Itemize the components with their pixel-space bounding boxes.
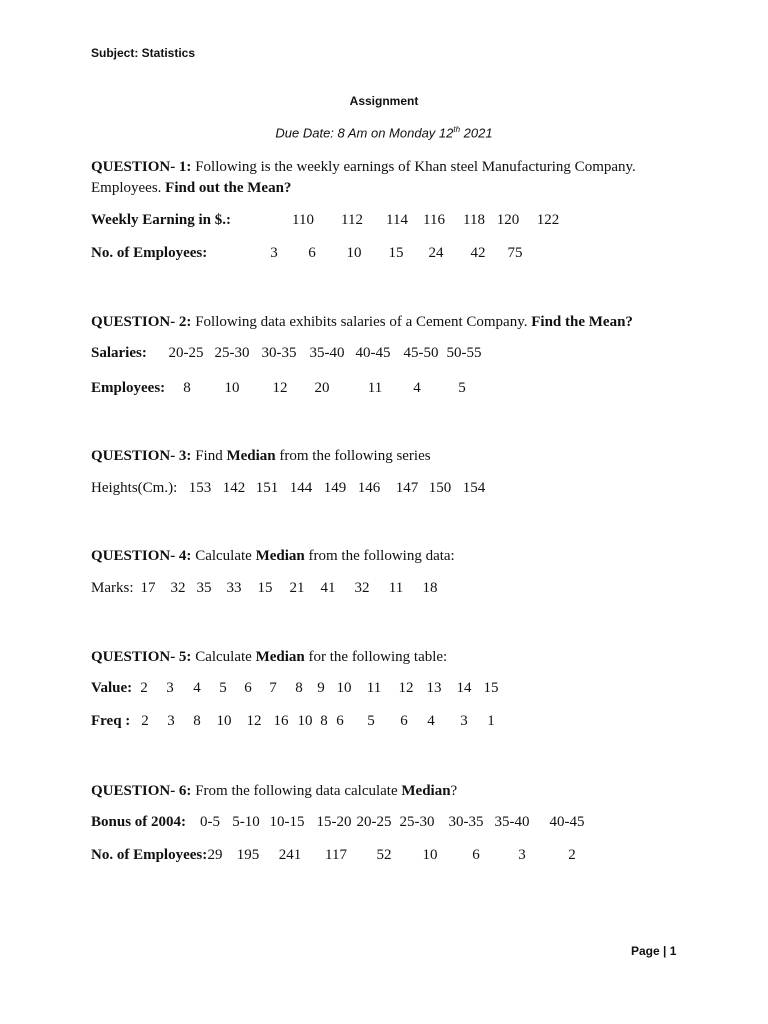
- row-value: 4: [427, 713, 435, 729]
- row-value: 149: [323, 480, 347, 496]
- question-emphasis: Median: [401, 783, 451, 799]
- row-value: 24: [428, 245, 444, 261]
- row-value: 40-45: [549, 814, 585, 830]
- row-value: 15: [483, 680, 499, 696]
- row-value: 10: [297, 713, 313, 729]
- row-value: 17: [140, 580, 156, 596]
- row-value: 8: [320, 713, 328, 729]
- row-value: 146: [357, 480, 381, 496]
- question-4: [91, 546, 455, 567]
- row-value: 21: [289, 580, 305, 596]
- row-value: 35: [196, 580, 212, 596]
- row-value: 6: [336, 713, 344, 729]
- row-value: 6: [244, 680, 252, 696]
- row-value: 10: [336, 680, 352, 696]
- row-value: 114: [386, 212, 408, 228]
- row-value: 150: [428, 480, 452, 496]
- row-value: 11: [367, 380, 383, 396]
- question-text: Calculate: [191, 649, 256, 665]
- page-number: Page | 1: [631, 944, 677, 958]
- row-value: 117: [325, 847, 347, 863]
- row-value: 20-25: [356, 814, 392, 830]
- row-value: 35-40: [494, 814, 530, 830]
- row-label: No. of Employees:: [91, 245, 208, 261]
- row-value: 30-35: [448, 814, 484, 830]
- row-label: No. of Employees:: [91, 847, 208, 863]
- row-value: 12: [246, 713, 262, 729]
- due-date-year: 2021: [460, 125, 493, 141]
- question-6: [91, 781, 457, 802]
- question-text: Find: [191, 448, 227, 464]
- due-date: [0, 125, 768, 140]
- row-value: 144: [289, 480, 313, 496]
- row-value: 147: [395, 480, 419, 496]
- question-emphasis: Median: [255, 649, 305, 665]
- row-value: 116: [423, 212, 445, 228]
- row-value: 122: [536, 212, 560, 228]
- row-value: 16: [273, 713, 289, 729]
- row-value: 14: [456, 680, 472, 696]
- row-value: 42: [470, 245, 486, 261]
- row-value: 10-15: [269, 814, 305, 830]
- row-label: Marks:: [91, 580, 134, 596]
- row-label: Salaries:: [91, 345, 147, 361]
- row-value: 30-35: [261, 345, 297, 361]
- question-text: From the following data calculate: [191, 783, 402, 799]
- question-label: QUESTION- 3:: [91, 448, 192, 464]
- row-value: 25-30: [399, 814, 435, 830]
- row-value: 20: [314, 380, 330, 396]
- question-5: [91, 647, 447, 668]
- question-1: [91, 157, 651, 199]
- row-value: 6: [472, 847, 480, 863]
- question-label: QUESTION- 6:: [91, 783, 192, 799]
- row-value: 151: [255, 480, 279, 496]
- row-value: 13: [426, 680, 442, 696]
- row-value: 8: [193, 713, 201, 729]
- row-label: Bonus of 2004:: [91, 814, 187, 830]
- row-value: 5: [219, 680, 227, 696]
- question-text: Following is the weekly earnings of Khan steel Manufacturing Company. Employees.: [91, 159, 636, 196]
- row-value: 9: [317, 680, 325, 696]
- row-value: 120: [496, 212, 520, 228]
- row-value: 4: [193, 680, 201, 696]
- row-value: 18: [422, 580, 438, 596]
- row-value: 15: [257, 580, 273, 596]
- row-value: 2: [568, 847, 576, 863]
- question-3: [91, 446, 431, 467]
- row-value: 11: [388, 580, 404, 596]
- row-value: 32: [170, 580, 186, 596]
- row-value: 8: [295, 680, 303, 696]
- row-value: 3: [460, 713, 468, 729]
- row-value: 118: [463, 212, 485, 228]
- row-value: 153: [188, 480, 212, 496]
- question-text-end: for the following table:: [304, 649, 448, 665]
- question-emphasis: Median: [255, 548, 305, 564]
- row-value: 50-55: [446, 345, 482, 361]
- row-value: 110: [292, 212, 314, 228]
- question-text: Following data exhibits salaries of a Cement Company.: [191, 314, 532, 330]
- row-value: 10: [216, 713, 232, 729]
- row-value: 1: [487, 713, 495, 729]
- row-value: 2: [141, 713, 149, 729]
- row-value: 10: [224, 380, 240, 396]
- row-value: 41: [320, 580, 336, 596]
- row-value: 241: [278, 847, 302, 863]
- row-value: 11: [366, 680, 382, 696]
- row-value: 29: [207, 847, 223, 863]
- row-value: 3: [518, 847, 526, 863]
- due-date-text: Due Date: 8 Am on Monday 12: [275, 125, 454, 141]
- row-value: 2: [140, 680, 148, 696]
- row-label: Value:: [91, 680, 133, 696]
- row-label: Weekly Earning in $.:: [91, 212, 232, 228]
- row-value: 112: [341, 212, 363, 228]
- row-value: 5: [367, 713, 375, 729]
- question-emphasis: Find the Mean?: [531, 314, 633, 330]
- row-value: 40-45: [355, 345, 391, 361]
- question-emphasis: Find out the Mean?: [165, 180, 292, 196]
- question-emphasis: Median: [226, 448, 276, 464]
- row-value: 12: [398, 680, 414, 696]
- row-value: 8: [183, 380, 191, 396]
- row-value: 195: [236, 847, 260, 863]
- question-2: [91, 312, 633, 333]
- document-title: Assignment: [349, 94, 419, 108]
- row-value: 3: [166, 680, 174, 696]
- due-date-sup: th: [453, 125, 461, 134]
- row-label: Freq :: [91, 713, 131, 729]
- question-label: QUESTION- 1:: [91, 159, 192, 175]
- row-value: 142: [222, 480, 246, 496]
- question-text-end: from the following series: [275, 448, 431, 464]
- row-value: 3: [270, 245, 278, 261]
- question-label: QUESTION- 2:: [91, 314, 192, 330]
- row-value: 10: [346, 245, 362, 261]
- row-value: 12: [272, 380, 288, 396]
- row-label: Employees:: [91, 380, 166, 396]
- row-value: 5: [458, 380, 466, 396]
- row-value: 32: [354, 580, 370, 596]
- row-value: 154: [462, 480, 486, 496]
- row-value: 4: [413, 380, 421, 396]
- row-value: 25-30: [214, 345, 250, 361]
- row-value: 3: [167, 713, 175, 729]
- row-value: 0-5: [200, 814, 220, 830]
- row-value: 45-50: [403, 345, 439, 361]
- row-value: 5-10: [232, 814, 260, 830]
- question-text-end: ?: [450, 783, 458, 799]
- subject-line: Subject: Statistics: [91, 46, 196, 60]
- row-value: 35-40: [309, 345, 345, 361]
- question-label: QUESTION- 4:: [91, 548, 192, 564]
- question-text: Calculate: [191, 548, 256, 564]
- row-value: 6: [308, 245, 316, 261]
- question-text-end: from the following data:: [304, 548, 455, 564]
- row-label: Heights(Cm.):: [91, 480, 178, 496]
- row-value: 15-20: [316, 814, 352, 830]
- row-value: 6: [400, 713, 408, 729]
- row-value: 20-25: [168, 345, 204, 361]
- row-value: 10: [422, 847, 438, 863]
- question-label: QUESTION- 5:: [91, 649, 192, 665]
- row-value: 75: [507, 245, 523, 261]
- row-value: 33: [226, 580, 242, 596]
- row-value: 52: [376, 847, 392, 863]
- row-value: 7: [269, 680, 277, 696]
- row-value: 15: [388, 245, 404, 261]
